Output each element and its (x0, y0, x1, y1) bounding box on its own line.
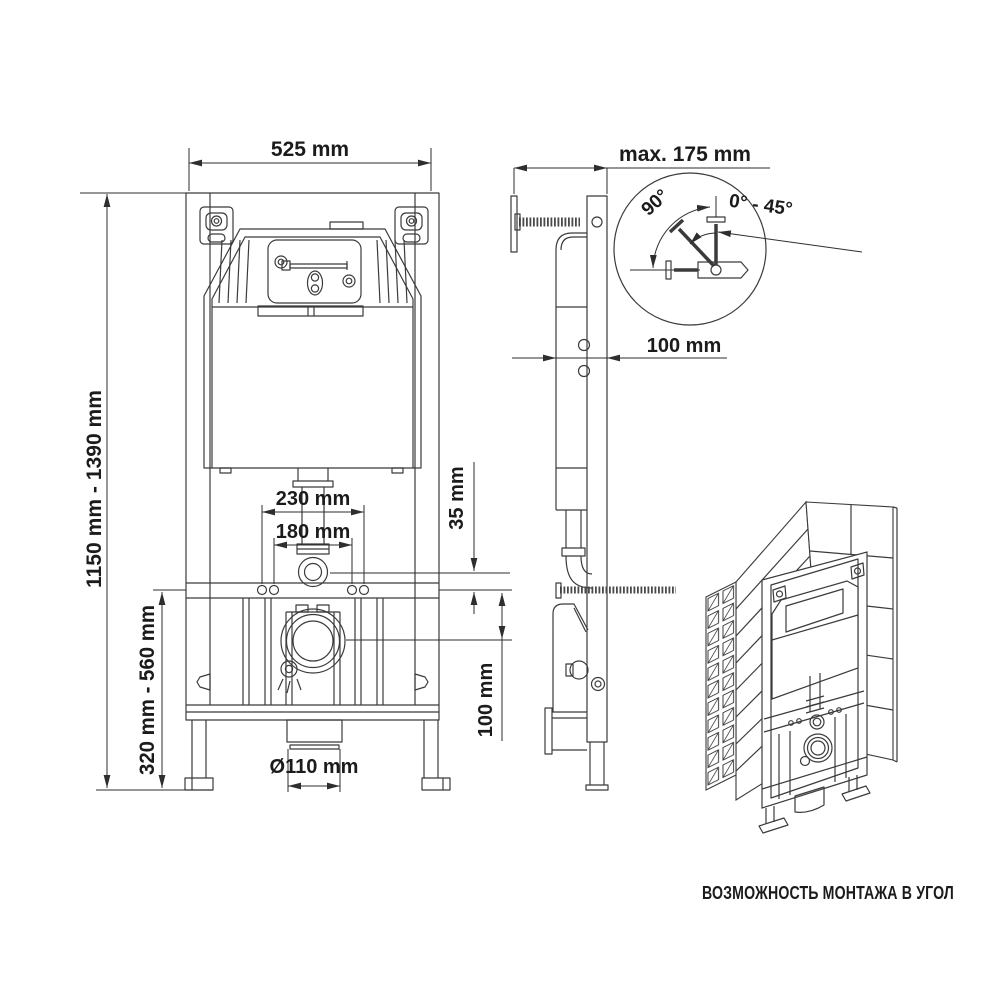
right-foot (422, 778, 450, 790)
front-view-cistern (204, 222, 421, 473)
fixing-stud-hole (270, 586, 279, 595)
fixing-stud-hole (360, 586, 369, 595)
fixing-stud-hole (258, 586, 267, 595)
dim-outlet-drop-label: 100 mm (475, 662, 497, 738)
dim-depth-max-label: max. 175 mm (619, 143, 751, 166)
left-foot (185, 778, 213, 790)
drain-outlet-stub (287, 720, 342, 742)
fixing-stud-hole (348, 586, 357, 595)
dim-height-range-label: 1150 mm - 1390 mm (83, 390, 106, 588)
keyhole-slot (308, 271, 323, 295)
side-clip-left (197, 674, 210, 690)
dimension-lines (80, 148, 770, 792)
angle-sweep-label: 90° (637, 185, 674, 221)
flush-elbow (299, 558, 328, 587)
dim-stud-spacing-180-label: 180 mm (275, 521, 351, 543)
outlet-pipe-profile (545, 708, 552, 754)
dim-lower-height-range-label: 320 mm - 560 mm (136, 599, 159, 775)
side-clip-right (415, 674, 428, 690)
dim-width-label: 525 mm (270, 138, 350, 161)
front-view-lower-assembly (186, 583, 439, 749)
fittings-housing-profile (553, 604, 588, 712)
corner-mount-view (706, 502, 897, 833)
wall-bracket-left (200, 207, 233, 244)
dim-frame-depth-label: 100 mm (646, 335, 722, 357)
side-view (511, 196, 676, 790)
wall-anchor-plate (511, 196, 517, 252)
pivot-bracket (698, 262, 748, 278)
angle-range-label: 0° - 45° (727, 190, 794, 221)
corner-mount-caption: ВОЗМОЖНОСТЬ МОНТАЖА В УГОЛ (702, 883, 954, 903)
wall-bracket-right (395, 207, 428, 244)
drain-socket (281, 609, 345, 673)
dim-flush-offset-label: 35 mm (446, 466, 468, 530)
frame-column-profile (587, 196, 607, 742)
dim-stud-spacing-230-label: 230 mm (275, 488, 351, 510)
hose-clamp (281, 661, 297, 677)
dim-drain-diameter-label: Ø110 mm (269, 756, 359, 778)
